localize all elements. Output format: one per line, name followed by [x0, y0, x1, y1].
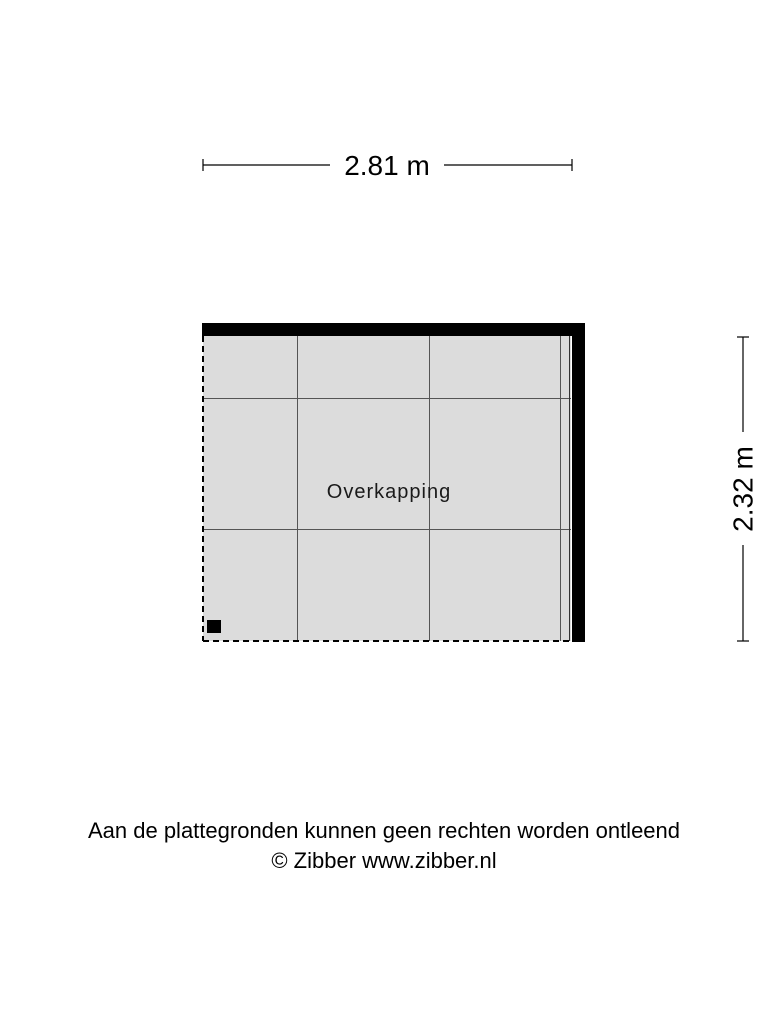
- width-dimension: [203, 150, 572, 181]
- footer-copyright: © Zibber www.zibber.nl: [271, 848, 497, 873]
- wall-top: [202, 323, 585, 336]
- height-dimension: [728, 337, 759, 641]
- width-dimension-label: 2.81 m: [344, 150, 430, 181]
- footer-disclaimer: Aan de plattegronden kunnen geen rechten worden ontleend: [87, 818, 681, 843]
- corner-post: [207, 620, 221, 633]
- room-label: Overkapping: [326, 481, 452, 503]
- wall-right: [572, 323, 585, 642]
- height-dimension-label: 2.32 m: [727, 446, 759, 532]
